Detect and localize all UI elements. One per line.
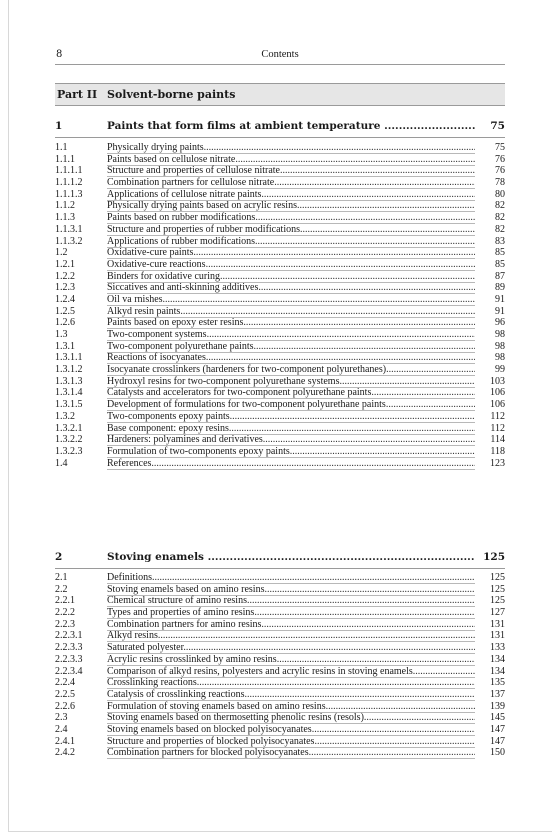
toc-entry[interactable] bbox=[55, 387, 505, 399]
entry-title: Formulation of two-components epoxy paints ..... bbox=[107, 446, 475, 458]
entry-page: 125 bbox=[490, 572, 505, 583]
entry-page: 76 bbox=[495, 165, 505, 177]
toc-entry[interactable] bbox=[55, 677, 505, 689]
chapter-title: Paints that form films at ambient temperature ..... bbox=[107, 120, 475, 132]
entry-page: 103 bbox=[490, 375, 505, 387]
toc-entry[interactable] bbox=[55, 701, 505, 713]
toc-entry[interactable] bbox=[55, 595, 505, 607]
toc-entry[interactable] bbox=[55, 364, 505, 376]
toc-entry[interactable] bbox=[55, 642, 505, 654]
entry-number: 1.2.4 bbox=[55, 293, 75, 305]
entry-title: Crosslinking reactions ..... bbox=[107, 677, 475, 689]
entry-page: 145 bbox=[490, 712, 505, 724]
entry-number: 2.2.6 bbox=[55, 700, 75, 712]
toc-entry[interactable] bbox=[55, 165, 505, 177]
entry-number: 1.1.1.1 bbox=[55, 165, 83, 177]
entry-number: 1.3.2.3 bbox=[55, 445, 83, 457]
entry-title: Acrylic resins crosslinked by amino resins ..... bbox=[107, 654, 475, 666]
toc-entry[interactable] bbox=[55, 154, 505, 166]
entry-page: 85 bbox=[495, 247, 505, 259]
entry-title: Structure and properties of blocked polyisocyanates ..... bbox=[107, 736, 475, 748]
entry-number: 2.2.2 bbox=[55, 607, 75, 619]
toc-entry[interactable] bbox=[55, 177, 505, 189]
chapter-number: 2 bbox=[55, 551, 63, 563]
entry-number: 2.2.5 bbox=[55, 688, 75, 700]
entry-page: 106 bbox=[490, 387, 505, 399]
entry-number: 1.2.6 bbox=[55, 317, 75, 329]
page-left-edge bbox=[8, 0, 9, 832]
entry-title: Paints based on epoxy ester resins ..... bbox=[107, 317, 475, 329]
entry-page: 98 bbox=[495, 329, 505, 340]
entry-number: 1.1.3.2 bbox=[55, 235, 83, 247]
entry-number: 1.3.1 bbox=[55, 340, 75, 352]
entry-page: 127 bbox=[490, 607, 505, 619]
entry-number: 2.2.3.1 bbox=[55, 630, 83, 642]
entry-number: 2.2.4 bbox=[55, 677, 75, 689]
toc-entry[interactable] bbox=[55, 236, 505, 248]
page-number: 8 bbox=[56, 49, 63, 60]
entry-title: Hydroxyl resins for two-component polyurethane systems ..... bbox=[107, 376, 475, 388]
entry-number: 1.1 bbox=[55, 142, 68, 153]
entry-number: 1.1.3.1 bbox=[55, 223, 83, 235]
entry-title: Stoving enamels based on blocked polyisocyanates ..... bbox=[107, 724, 475, 736]
entry-title: Saturated polyester ..... bbox=[107, 642, 475, 654]
entry-number: 2.2.3.3 bbox=[55, 642, 83, 654]
part-title: Solvent-borne paints bbox=[107, 88, 236, 101]
toc-entry[interactable] bbox=[55, 142, 505, 154]
entry-title: Catalysis of crosslinking reactions ..... bbox=[107, 689, 475, 701]
entry-number: 1.1.2 bbox=[55, 200, 75, 212]
entry-title: Two-components epoxy paints ..... bbox=[107, 411, 475, 423]
entry-page: 134 bbox=[490, 653, 505, 665]
entry-title: Combination partners for blocked polyisocyanates ..... bbox=[107, 747, 475, 759]
entry-page: 118 bbox=[490, 445, 505, 457]
entry-number: 1.3 bbox=[55, 329, 68, 340]
toc-entry[interactable] bbox=[55, 247, 505, 259]
entry-number: 1.3.1.3 bbox=[55, 375, 83, 387]
entry-page: 78 bbox=[495, 177, 505, 189]
toc-entry[interactable] bbox=[55, 329, 505, 341]
entry-page: 80 bbox=[495, 188, 505, 200]
entry-title: Definitions ..... bbox=[107, 572, 475, 584]
toc-entry[interactable] bbox=[55, 572, 505, 584]
toc-list-chapter-1 bbox=[55, 142, 505, 469]
chapter-page: 125 bbox=[483, 551, 505, 563]
entry-number: 2.4.1 bbox=[55, 735, 75, 747]
entry-title: Alkyd resins ..... bbox=[107, 630, 475, 642]
entry-page: 82 bbox=[495, 212, 505, 224]
chapter-page: 75 bbox=[490, 120, 505, 132]
entry-page: 76 bbox=[495, 153, 505, 165]
entry-number: 1.3.2 bbox=[55, 410, 75, 422]
entry-number: 1.1.3 bbox=[55, 212, 75, 224]
toc-entry[interactable] bbox=[55, 271, 505, 283]
entry-title: Binders for oxidative curing ..... bbox=[107, 271, 475, 283]
entry-number: 2.2.3.3 bbox=[55, 653, 83, 665]
entry-number: 2.2 bbox=[55, 583, 68, 595]
entry-title: Development of formulations for two-component polyurethane paints ..... bbox=[107, 399, 475, 411]
toc-entry[interactable] bbox=[55, 376, 505, 388]
entry-title: Chemical structure of amino resins ..... bbox=[107, 595, 475, 607]
toc-entry[interactable] bbox=[55, 747, 505, 759]
entry-page: 87 bbox=[495, 270, 505, 282]
entry-title: Combination partners for cellulose nitrate ..... bbox=[107, 177, 475, 189]
entry-page: 89 bbox=[495, 282, 505, 294]
entry-title: Physically drying paints based on acrylic resins ..... bbox=[107, 200, 475, 212]
entry-page: 150 bbox=[490, 747, 505, 759]
entry-number: 1.3.1.4 bbox=[55, 387, 83, 399]
toc-entry[interactable] bbox=[55, 224, 505, 236]
entry-title: Stoving enamels based on thermosetting phenolic resins (resols) ..... bbox=[107, 712, 475, 724]
toc-entry[interactable] bbox=[55, 294, 505, 306]
entry-page: 137 bbox=[490, 688, 505, 700]
entry-number: 1.4 bbox=[55, 457, 68, 469]
entry-title: Base component: epoxy resins ..... bbox=[107, 423, 475, 435]
entry-title: Comparison of alkyd resins, polyesters and acrylic resins in stoving enamels ..... bbox=[107, 666, 475, 678]
entry-page: 82 bbox=[495, 200, 505, 212]
entry-page: 91 bbox=[495, 293, 505, 305]
toc-entry[interactable] bbox=[55, 399, 505, 411]
chapter-title: Stoving enamels ..... bbox=[107, 551, 475, 563]
entry-title: Combination partners for amino resins ..... bbox=[107, 619, 475, 631]
entry-title: Siccatives and anti-skinning additives ..... bbox=[107, 282, 475, 294]
entry-title: Two-component polyurethane paints ..... bbox=[107, 341, 475, 353]
entry-number: 2.2.3 bbox=[55, 618, 75, 630]
entry-title: Oxidative-cure reactions ..... bbox=[107, 259, 475, 271]
entry-page: 139 bbox=[490, 700, 505, 712]
toc-entry[interactable] bbox=[55, 259, 505, 271]
toc-entry[interactable] bbox=[55, 689, 505, 701]
entry-number: 1.1.1.2 bbox=[55, 177, 83, 189]
entry-page: 112 bbox=[490, 410, 505, 422]
entry-number: 2.4.2 bbox=[55, 747, 75, 759]
entry-title: Reactions of isocyanates ..... bbox=[107, 352, 475, 364]
entry-page: 91 bbox=[495, 305, 505, 317]
entry-title: Physically drying paints ..... bbox=[107, 142, 475, 154]
entry-number: 2.1 bbox=[55, 572, 68, 583]
entry-title: Applications of rubber modifications ..... bbox=[107, 236, 475, 248]
entry-page: 131 bbox=[490, 630, 505, 642]
toc-entry[interactable] bbox=[55, 200, 505, 212]
entry-page: 123 bbox=[490, 457, 505, 469]
toc-entry[interactable] bbox=[55, 607, 505, 619]
part-heading bbox=[55, 83, 505, 106]
entry-page: 147 bbox=[490, 723, 505, 735]
chapter-number: 1 bbox=[55, 120, 63, 132]
entry-title: References ..... bbox=[107, 458, 475, 470]
running-head bbox=[55, 48, 505, 65]
toc-entry[interactable] bbox=[55, 712, 505, 724]
entry-title: Formulation of stoving enamels based on amino resins ..... bbox=[107, 701, 475, 713]
entry-page: 75 bbox=[495, 142, 505, 153]
toc-list-chapter-2 bbox=[55, 572, 505, 759]
entry-number: 2.2.3.4 bbox=[55, 665, 83, 677]
running-title: Contents bbox=[261, 49, 299, 60]
entry-title: Structure and properties of rubber modifications ..... bbox=[107, 224, 475, 236]
entry-title: Alkyd resin paints ..... bbox=[107, 306, 475, 318]
entry-number: 1.3.1.1 bbox=[55, 352, 83, 364]
toc-entry[interactable] bbox=[55, 341, 505, 353]
entry-page: 96 bbox=[495, 317, 505, 329]
entry-page: 83 bbox=[495, 235, 505, 247]
entry-page: 106 bbox=[490, 399, 505, 411]
entry-number: 2.3 bbox=[55, 712, 68, 724]
entry-page: 134 bbox=[490, 665, 505, 677]
toc-entry[interactable] bbox=[55, 317, 505, 329]
entry-title: Paints based on rubber modifications ..... bbox=[107, 212, 475, 224]
toc-entry[interactable] bbox=[55, 423, 505, 435]
toc-entry[interactable] bbox=[55, 654, 505, 666]
toc-entry[interactable] bbox=[55, 352, 505, 364]
entry-page: 135 bbox=[490, 677, 505, 689]
entry-page: 114 bbox=[490, 434, 505, 446]
entry-page: 131 bbox=[490, 618, 505, 630]
toc-entry[interactable] bbox=[55, 212, 505, 224]
toc-entry[interactable] bbox=[55, 724, 505, 736]
entry-number: 1.2.5 bbox=[55, 305, 75, 317]
entry-number: 1.2.1 bbox=[55, 258, 75, 270]
entry-title: Types and properties of amino resins ..... bbox=[107, 607, 475, 619]
entry-title: Hardeners: polyamines and derivatives ..... bbox=[107, 434, 475, 446]
toc-entry[interactable] bbox=[55, 434, 505, 446]
entry-title: Structure and properties of cellulose nitrate ..... bbox=[107, 165, 475, 177]
entry-title: Paints based on cellulose nitrate ..... bbox=[107, 154, 475, 166]
entry-title: Catalysts and accelerators for two-component polyurethane paints ..... bbox=[107, 387, 475, 399]
entry-page: 125 bbox=[490, 595, 505, 607]
chapter-heading-1[interactable] bbox=[55, 119, 505, 138]
entry-number: 2.4 bbox=[55, 723, 68, 735]
entry-title: Stoving enamels based on amino resins ..... bbox=[107, 584, 475, 596]
toc-entry[interactable] bbox=[55, 736, 505, 748]
toc-entry[interactable] bbox=[55, 584, 505, 596]
chapter-heading-2[interactable] bbox=[55, 550, 505, 569]
toc-entry[interactable] bbox=[55, 446, 505, 458]
entry-number: 1.2.2 bbox=[55, 270, 75, 282]
entry-number: 1.1.1.3 bbox=[55, 188, 83, 200]
toc-entry[interactable] bbox=[55, 666, 505, 678]
toc-entry[interactable] bbox=[55, 458, 505, 470]
entry-number: 1.3.1.5 bbox=[55, 399, 83, 411]
toc-entry[interactable] bbox=[55, 619, 505, 631]
toc-entry[interactable] bbox=[55, 630, 505, 642]
entry-page: 112 bbox=[490, 422, 505, 434]
toc-entry[interactable] bbox=[55, 189, 505, 201]
entry-page: 133 bbox=[490, 642, 505, 654]
entry-number: 1.3.1.2 bbox=[55, 364, 83, 376]
entry-title: Oil va rnishes ..... bbox=[107, 294, 475, 306]
entry-title: Two-component systems ..... bbox=[107, 329, 475, 341]
entry-page: 99 bbox=[495, 364, 505, 376]
entry-page: 82 bbox=[495, 223, 505, 235]
entry-page: 98 bbox=[495, 340, 505, 352]
part-label: Part II bbox=[57, 88, 98, 101]
entry-number: 1.2.3 bbox=[55, 282, 75, 294]
entry-page: 98 bbox=[495, 352, 505, 364]
toc-entry[interactable] bbox=[55, 282, 505, 294]
entry-number: 1.1.1 bbox=[55, 153, 75, 165]
entry-page: 125 bbox=[490, 583, 505, 595]
entry-title: Oxidative-cure paints ..... bbox=[107, 247, 475, 259]
entry-number: 1.3.2.2 bbox=[55, 434, 83, 446]
entry-number: 2.2.1 bbox=[55, 595, 75, 607]
entry-title: Isocyanate crosslinkers (hardeners for two-component polyurethanes) ..... bbox=[107, 364, 475, 376]
entry-number: 1.2 bbox=[55, 247, 68, 259]
toc-entry[interactable] bbox=[55, 411, 505, 423]
toc-entry[interactable] bbox=[55, 306, 505, 318]
entry-page: 85 bbox=[495, 258, 505, 270]
entry-title: Applications of cellulose nitrate paints ..... bbox=[107, 189, 475, 201]
entry-number: 1.3.2.1 bbox=[55, 422, 83, 434]
entry-page: 147 bbox=[490, 735, 505, 747]
